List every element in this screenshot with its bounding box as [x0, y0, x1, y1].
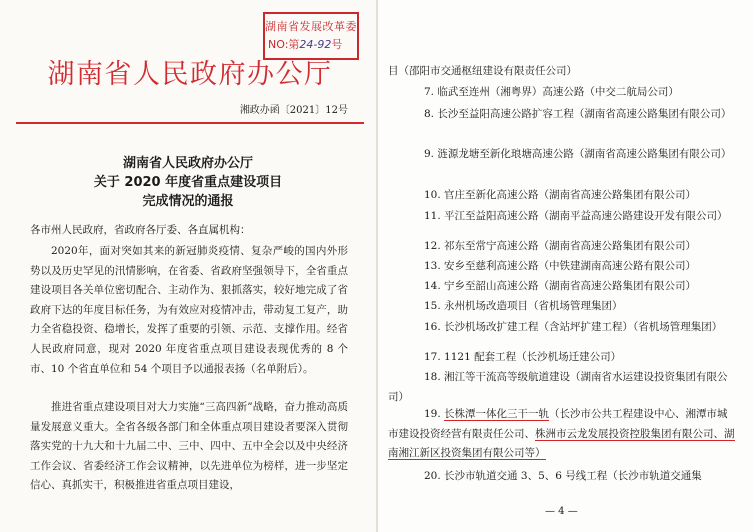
- list-item: [388, 83, 753, 103]
- item-number: 12.: [424, 240, 441, 252]
- document-title: [0, 154, 376, 211]
- item-number: 19.: [424, 408, 441, 420]
- list-item: [388, 62, 736, 82]
- list-item: [388, 186, 753, 206]
- right-page: [378, 0, 753, 532]
- page-number: — 4 —: [545, 506, 578, 517]
- item-text: 临武至连州（湘粤界）高速公路（中交二航局公司）: [437, 86, 679, 98]
- item-number: 10.: [424, 189, 441, 201]
- title-line-1: 湖南省人民政府办公厅: [122, 156, 253, 171]
- document-number: 湘政办函〔2021〕12号: [239, 105, 348, 116]
- letterhead: 湖南省人民政府办公厅: [47, 59, 333, 90]
- item-text: 长沙机场改扩建工程（含站坪扩建工程）（省机场管理集团）: [444, 321, 723, 333]
- list-item: [388, 368, 736, 407]
- item-text: 目（邵阳市交通枢纽建设有限责任公司）: [388, 65, 577, 77]
- item-number: 11.: [424, 210, 441, 222]
- underlined-project-name: 长株潭一体化三干一轨: [444, 408, 550, 420]
- item-text: 涟源龙塘至新化琅塘高速公路（湖南省高速公路集团有限公司）: [437, 148, 732, 160]
- list-item: [388, 297, 753, 317]
- stamp-suffix: 号: [331, 38, 343, 51]
- item-number: 7.: [424, 86, 435, 98]
- paragraph-1: 2020年，面对突如其来的新冠肺炎疫情、复杂严峻的国内外形势以及历史罕见的汛情影响，在省委、省政府坚强领导下，全省重点建设项目各关单位密切配合、主动作为、狠抓落实，较好地完成了省政府下达的年度目标任务，为有效应对疫情冲击，带动复工复产，助力全省稳投资、稳增长，发挥了重要的引领、示范、支撑作用。经省人民政府同意，现对 2020 年度省重点项目建设表现优秀的 8 个市、10 个省直单位和 54 个项目予以通报表扬（名单附后）。: [30, 245, 348, 375]
- stamp-prefix: NO:第: [268, 38, 300, 51]
- item-number: 16.: [424, 321, 441, 333]
- item-text: （长沙市公共工程建设中心、湘潭市城市建设投资经营有限责任公司、: [388, 408, 728, 440]
- list-item-highlighted: [388, 405, 736, 464]
- item-number: 9.: [424, 148, 435, 160]
- list-item: [388, 257, 753, 277]
- item-text: 长沙市轨道交通 3、5、6 号线工程（长沙市轨道交通集: [444, 470, 702, 482]
- paragraph-2: 推进省重点建设项目对大力实施“三高四新”战略，奋力推动高质量发展意义重大。全省各级各部门和全体重点项目建设者要深入贯彻落实党的十九大和十九届二中、三中、四中、五中全会以及中央经济工作会议、省委经济工作会议精神，以先进单位为榜样，进一步坚定信心、真抓实干，积极推进省重点项目建设，: [30, 401, 348, 492]
- item-text: 祁东至常宁高速公路（湖南省高速公路集团有限公司）: [444, 240, 697, 252]
- item-number: 8.: [424, 108, 435, 120]
- item-text: 长沙至益阳高速公路扩容工程（湖南省高速公路集团有限公司）: [437, 108, 732, 120]
- stamp-number-line: [265, 38, 357, 52]
- list-item: [388, 145, 736, 165]
- red-divider: [16, 122, 364, 124]
- title-line-3: 完成情况的通报: [142, 194, 234, 209]
- recipients: 各市州人民政府，省政府各厅委、各直属机构：: [30, 224, 251, 236]
- stamp-handwritten-number: 24-92: [299, 38, 332, 51]
- item-text: 1121 配套工程（长沙机场迁建公司）: [444, 351, 622, 363]
- left-page: [0, 0, 376, 532]
- title-line-2: 关于 2020 年度省重点建设项目: [93, 175, 283, 190]
- list-item: [388, 318, 736, 338]
- item-number: 18.: [424, 371, 441, 383]
- list-item: [388, 207, 753, 227]
- list-item: [388, 237, 753, 257]
- item-number: 15.: [424, 300, 441, 312]
- item-number: 17.: [424, 351, 441, 363]
- underlined-company-names: 株洲市云龙发展投资控股集团有限公司、湖南湘江新区投资集团有限公司等）: [388, 427, 735, 460]
- item-number: 13.: [424, 260, 441, 272]
- list-item: [388, 105, 736, 125]
- item-text: 宁乡至韶山高速公路（湖南省高速公路集团有限公司）: [444, 280, 697, 292]
- list-item: [388, 467, 753, 487]
- item-text: 湘江等干流高等级航道建设（湖南省水运建设投资集团有限公司）: [388, 371, 728, 403]
- list-item: [388, 277, 753, 297]
- item-text: 平江至益阳高速公路（湖南平益高速公路建设开发有限公司）: [444, 210, 728, 222]
- item-number: 14.: [424, 280, 441, 292]
- stamp-org: 湖南省发展改革委: [265, 20, 357, 33]
- list-item: [388, 348, 753, 368]
- item-number: 20.: [424, 470, 441, 482]
- item-text: 安乡至慈利高速公路（中铁建湖南高速公路有限公司）: [444, 260, 697, 272]
- item-text: 永州机场改造项目（省机场管理集团）: [444, 300, 623, 312]
- item-text: 官庄至新化高速公路（湖南省高速公路集团有限公司）: [444, 189, 697, 201]
